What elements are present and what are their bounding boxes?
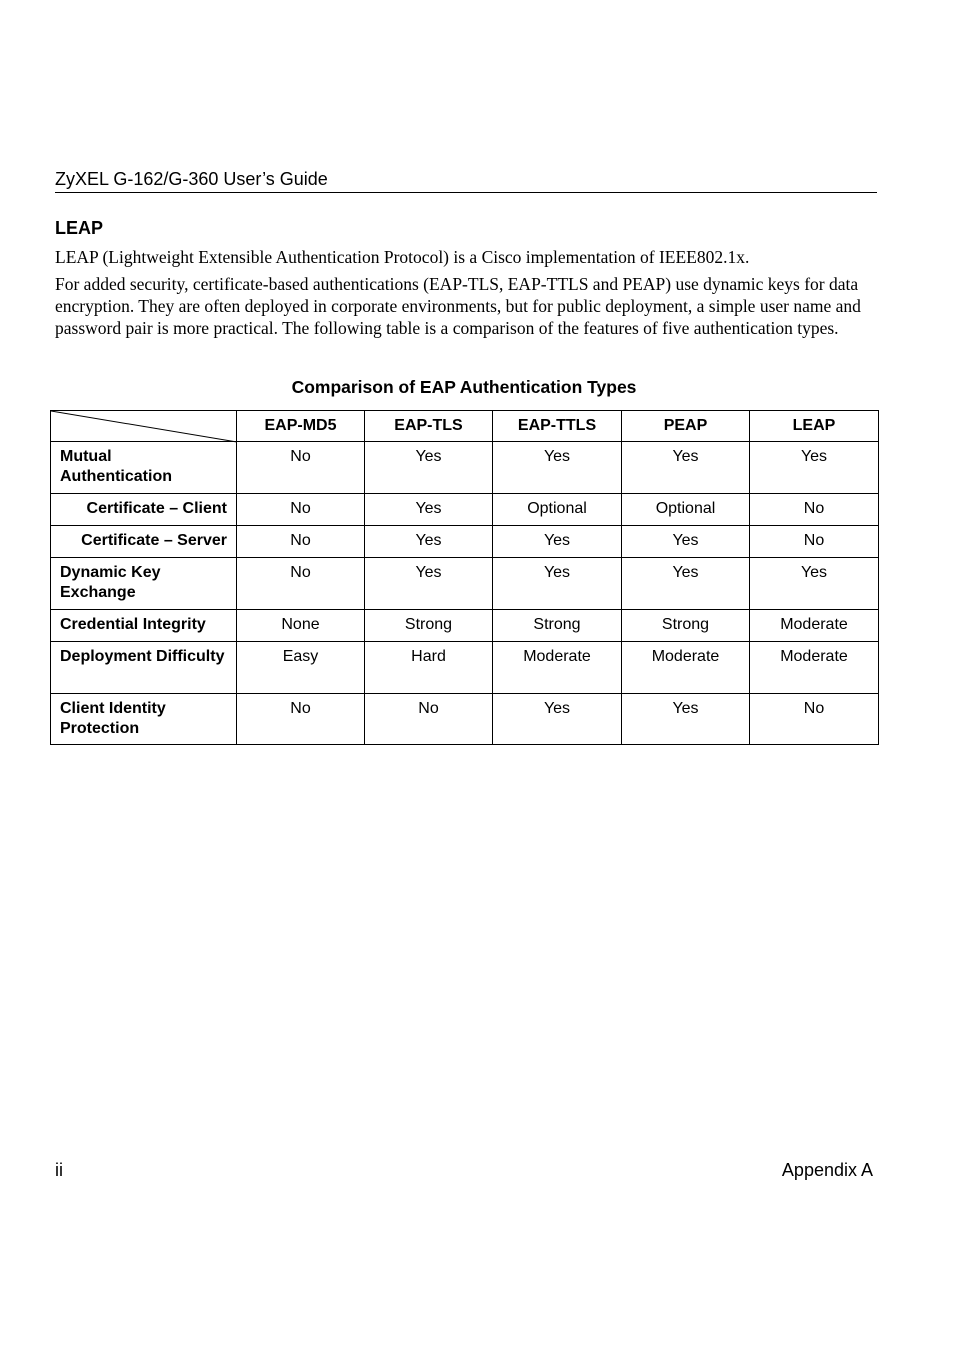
table-cell: Yes [493, 526, 622, 558]
table-cell: No [237, 526, 365, 558]
table-cell: Strong [493, 610, 622, 642]
table-cell: Yes [365, 526, 493, 558]
table-row [51, 558, 879, 610]
table-cell: No [750, 694, 879, 745]
row-header: Deployment Difficulty [51, 642, 237, 694]
column-header: PEAP [622, 411, 750, 442]
row-header: Client Identity Protection [51, 694, 237, 745]
table-cell: Yes [365, 558, 493, 610]
row-header: Certificate – Client [51, 494, 237, 526]
table-row [51, 694, 879, 745]
table-cell: No [237, 694, 365, 745]
table-cell: No [237, 442, 365, 494]
table-cell: None [237, 610, 365, 642]
column-header: LEAP [750, 411, 879, 442]
table-cell: Optional [493, 494, 622, 526]
row-header: Certificate – Server [51, 526, 237, 558]
page-header: ZyXEL G-162/G-360 User’s Guide [55, 168, 877, 193]
section-title: LEAP [55, 218, 104, 238]
table-cell: Hard [365, 642, 493, 694]
table-cell: No [750, 526, 879, 558]
comparison-table [50, 410, 879, 745]
table-cell: Easy [237, 642, 365, 694]
table-caption: Comparison of EAP Authentication Types [291, 377, 637, 397]
table-header-row [51, 411, 879, 442]
table-row [51, 494, 879, 526]
table-cell: Yes [750, 558, 879, 610]
table-cell: Yes [365, 442, 493, 494]
table-row [51, 610, 879, 642]
diagonal-divider [51, 411, 237, 443]
table-cell: Yes [493, 558, 622, 610]
table-cell: Moderate [750, 610, 879, 642]
table-cell: Yes [622, 526, 750, 558]
table-cell: Yes [622, 442, 750, 494]
column-header: EAP-MD5 [237, 411, 365, 442]
table-cell: Moderate [622, 642, 750, 694]
column-header: EAP-TLS [365, 411, 493, 442]
row-header: Mutual Authentication [51, 442, 237, 494]
table-cell: Yes [622, 694, 750, 745]
table-cell: Moderate [493, 642, 622, 694]
table-cell: Yes [493, 442, 622, 494]
row-header: Dynamic Key Exchange [51, 558, 237, 610]
page-number: ii [55, 1160, 63, 1180]
table-cell: Yes [365, 494, 493, 526]
security-paragraph: For added security, certificate-based authentications (EAP-TLS, EAP-TTLS and PEAP) use dynamic keys for data encryption. They are often deployed in corporate environments, but for public deployment, a simple user name and password pair is more practical. The following table is a comparison of the features of five authentication types. [55, 274, 861, 338]
table-row [51, 526, 879, 558]
table-cell: Strong [365, 610, 493, 642]
column-header: EAP-TTLS [493, 411, 622, 442]
row-header: Credential Integrity [51, 610, 237, 642]
table-cell: Optional [622, 494, 750, 526]
corner-cell [51, 411, 237, 442]
table-cell: No [237, 558, 365, 610]
table-cell: No [237, 494, 365, 526]
table-row [51, 442, 879, 494]
table-cell: No [750, 494, 879, 526]
table-cell: Yes [622, 558, 750, 610]
table-cell: Yes [493, 694, 622, 745]
table-cell: Moderate [750, 642, 879, 694]
table-cell: Strong [622, 610, 750, 642]
table-cell: Yes [750, 442, 879, 494]
footer-section-label: Appendix A [781, 1160, 873, 1180]
table-row [51, 642, 879, 694]
table-cell: No [365, 694, 493, 745]
intro-paragraph: LEAP (Lightweight Extensible Authentication Protocol) is a Cisco implementation of IEEE802.1x. [55, 247, 750, 267]
